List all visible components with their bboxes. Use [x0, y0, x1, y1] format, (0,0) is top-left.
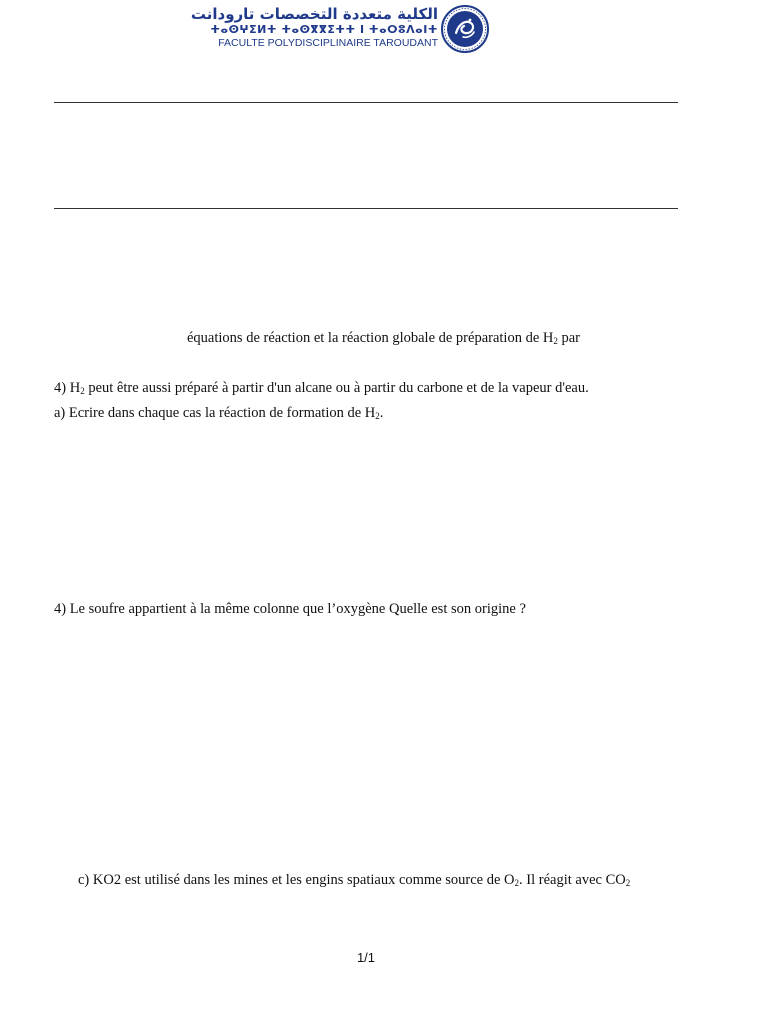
question-4a-formation: a) Ecrire dans chaque cas la réaction de formation de $H_2$.	[54, 405, 384, 421]
faculty-name-latin: FACULTE POLYDISCIPLINAIRE TAROUDANT	[218, 37, 438, 49]
horizontal-rule-bottom	[54, 208, 678, 209]
page-number: 1/1	[356, 950, 376, 965]
question-text-equations: équations de réaction et la réaction globale de préparation de $H_2$ par	[187, 330, 581, 346]
faculty-name-arabic: الكلية متعددة التخصصات تارودانت	[190, 5, 438, 23]
faculty-header	[190, 4, 490, 54]
question-c-ko2: c) KO2 est utilisé dans les mines et les engins spatiaux comme source de $O_2$. Il réagit avec $CO_2$	[78, 872, 631, 888]
faculty-wordmark	[190, 4, 438, 54]
question-4-soufre: 4) Le soufre appartient à la même colonne que l’oxygène Quelle est son origine ?	[54, 601, 526, 617]
horizontal-rule-top	[54, 102, 678, 103]
faculty-name-tifinagh: ⵜⴰⵙⵖⵉⵍⵜ ⵜⴰⵙⴳⴳⵉⵜⵜ ⵏ ⵜⴰⵔⵓⴷⴰⵏⵜ	[210, 23, 438, 36]
question-4-h2-preparation: 4) $H_2$ peut être aussi préparé à partir d'un alcane ou à partir du carbone et de la vapeur d'eau.	[54, 380, 589, 396]
faculty-seal-logo	[441, 5, 489, 53]
